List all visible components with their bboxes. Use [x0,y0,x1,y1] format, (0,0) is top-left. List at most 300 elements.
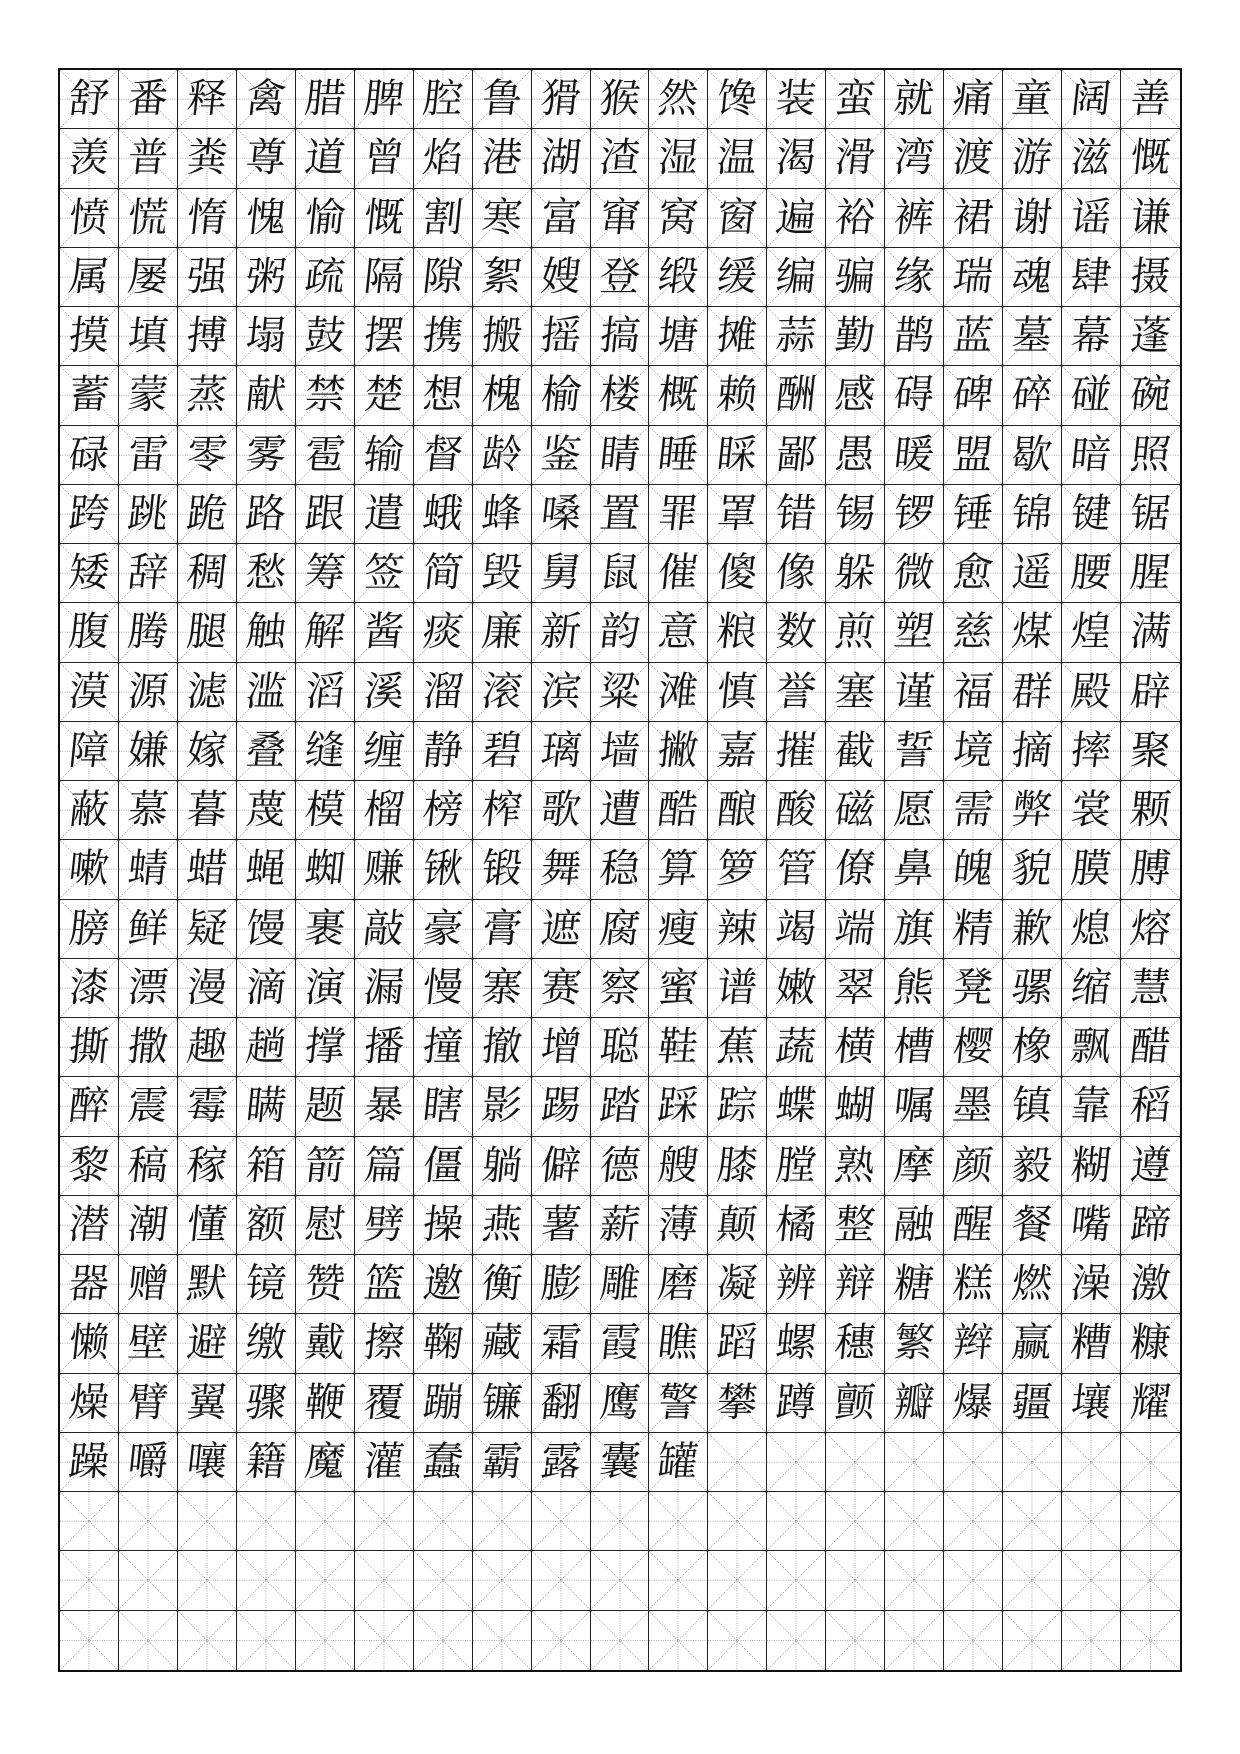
handwritten-character: 器 [66,1261,112,1308]
grid-cell [178,1255,237,1314]
handwritten-character: 瑞 [950,253,996,300]
grid-cell [1121,1374,1180,1433]
grid-cell [237,1314,296,1373]
grid-cell [826,1551,885,1610]
grid-cell [767,1196,826,1255]
handwritten-character: 蓄 [66,372,112,419]
handwritten-character: 旗 [891,905,937,952]
grid-cell [178,70,237,129]
grid-cell [414,840,473,899]
grid-cell [237,1374,296,1433]
grid-cell [473,129,532,188]
grid-cell [649,1433,708,1492]
grid-cell [649,1611,708,1670]
handwritten-character: 慎 [714,668,760,715]
handwritten-character: 鼠 [597,550,642,597]
handwritten-character: 慰 [302,1202,348,1249]
handwritten-character: 慕 [125,787,171,834]
handwritten-character: 激 [1128,1261,1173,1308]
handwritten-character: 截 [832,727,878,774]
grid-cell [178,366,237,425]
handwritten-character: 障 [66,727,112,774]
handwritten-character: 瞎 [420,1083,466,1130]
grid-cell [1003,248,1062,307]
handwritten-character: 塘 [656,313,701,360]
handwritten-character: 德 [597,1142,642,1189]
grid-cell [1062,1255,1121,1314]
grid-cell [1121,1196,1180,1255]
handwritten-character: 熄 [1068,905,1114,952]
cell-guide-lines [826,1433,884,1491]
handwritten-character: 编 [773,253,819,300]
cell-guide-lines [1003,1611,1061,1670]
grid-cell [178,603,237,662]
handwritten-character: 翼 [184,1379,230,1426]
handwritten-character: 渴 [773,135,819,182]
handwritten-character: 薪 [597,1202,642,1249]
handwritten-character: 善 [1128,76,1173,123]
grid-cell [591,1374,650,1433]
grid-cell [237,307,296,366]
handwritten-character: 歉 [1009,905,1055,952]
cell-guide-lines [414,1492,472,1550]
grid-cell [355,840,414,899]
handwritten-character: 蠢 [420,1439,466,1486]
handwritten-character: 滚 [479,668,525,715]
handwritten-character: 貌 [1009,846,1055,893]
handwritten-character: 谣 [1068,194,1114,241]
handwritten-character: 缓 [714,253,760,300]
handwritten-character: 撕 [66,1024,112,1071]
grid-cell [1062,722,1121,781]
grid-cell [355,781,414,840]
handwritten-character: 赛 [538,965,583,1011]
handwritten-character: 韵 [597,609,642,656]
grid-cell [1062,544,1121,603]
grid-cell [885,1018,944,1077]
handwritten-character: 僚 [832,846,878,893]
grid-cell [591,426,650,485]
grid-cell [178,1551,237,1610]
handwritten-character: 撇 [656,727,701,774]
handwritten-character: 箩 [714,846,760,893]
grid-cell [767,426,826,485]
grid-cell [767,1137,826,1196]
grid-cell [473,722,532,781]
handwritten-character: 覆 [361,1379,407,1426]
handwritten-character: 察 [597,965,642,1011]
grid-cell [355,1551,414,1610]
handwritten-character: 锣 [891,490,937,537]
handwritten-character: 煤 [1009,609,1055,656]
handwritten-character: 游 [1009,135,1055,182]
cell-guide-lines [826,1551,884,1609]
handwritten-character: 艘 [656,1142,701,1189]
cell-guide-lines [296,1611,354,1670]
grid-cell [1121,603,1180,662]
grid-cell [296,603,355,662]
handwritten-character: 踪 [714,1083,760,1130]
grid-cell [708,663,767,722]
handwritten-character: 瞧 [656,1320,701,1367]
grid-cell [708,1137,767,1196]
handwritten-character: 榆 [538,372,583,419]
grid-cell [591,781,650,840]
handwritten-character: 普 [125,135,171,182]
grid-cell [237,1492,296,1551]
handwritten-character: 煎 [832,609,878,656]
handwritten-character: 概 [656,372,701,419]
handwritten-character: 解 [302,609,348,656]
handwritten-character: 裤 [891,194,937,241]
handwritten-character: 羡 [66,135,112,182]
cell-guide-lines [826,1492,884,1550]
grid-cell [649,485,708,544]
grid-cell [591,1077,650,1136]
grid-cell [414,722,473,781]
grid-cell [1003,1492,1062,1551]
handwritten-character: 懂 [184,1202,230,1249]
grid-cell [1003,1314,1062,1373]
handwritten-character: 酱 [361,609,407,656]
handwritten-character: 擦 [361,1320,407,1367]
cell-guide-lines [649,1611,707,1670]
handwritten-character: 想 [420,372,466,419]
grid-cell [60,1314,119,1373]
cell-guide-lines [1003,1551,1061,1609]
cell-guide-lines [296,1551,354,1609]
grid-cell [296,129,355,188]
grid-cell [1062,1137,1121,1196]
handwritten-character: 融 [891,1202,937,1249]
grid-cell [178,1077,237,1136]
handwritten-character: 稳 [597,846,642,893]
grid-cell [1062,189,1121,248]
grid-cell [414,900,473,959]
handwritten-character: 骤 [243,1379,289,1426]
handwritten-character: 粪 [184,135,230,182]
handwritten-character: 稿 [125,1142,171,1189]
handwritten-character: 摔 [1068,727,1114,774]
grid-cell [1121,840,1180,899]
grid-cell [178,959,237,1018]
grid-cell [1121,900,1180,959]
handwritten-character: 腰 [1068,550,1114,597]
grid-cell [944,189,1003,248]
grid-cell [591,70,650,129]
handwritten-character: 暴 [361,1083,407,1130]
handwritten-character: 懒 [66,1320,112,1367]
grid-cell [885,366,944,425]
handwritten-character: 额 [243,1202,289,1249]
grid-cell [119,1611,178,1670]
handwritten-character: 横 [832,1024,878,1071]
grid-cell [885,840,944,899]
grid-cell [414,1077,473,1136]
grid-cell [473,1137,532,1196]
grid-cell [237,426,296,485]
handwritten-character: 愿 [891,787,937,834]
grid-cell [60,426,119,485]
handwritten-character: 需 [950,787,996,834]
grid-cell [355,1433,414,1492]
cell-guide-lines [591,1492,649,1550]
handwritten-character: 跨 [66,490,112,537]
handwritten-character: 楼 [597,372,642,419]
cell-guide-lines [1121,1492,1180,1550]
grid-cell [119,900,178,959]
handwritten-character: 糕 [950,1261,996,1308]
handwritten-character: 誓 [891,727,937,774]
grid-cell [767,781,826,840]
handwritten-character: 絮 [479,253,525,300]
handwritten-character: 嫂 [538,253,583,300]
grid-cell [355,307,414,366]
grid-cell [649,1314,708,1373]
handwritten-character: 漂 [125,965,171,1011]
grid-cell [826,722,885,781]
grid-cell [708,1018,767,1077]
handwritten-character: 楚 [361,372,407,419]
grid-cell [237,1433,296,1492]
grid-cell [826,189,885,248]
handwritten-character: 慢 [420,965,466,1011]
grid-cell [767,663,826,722]
handwritten-character: 霸 [479,1439,525,1486]
handwritten-character: 雾 [243,431,289,478]
grid-cell [414,1492,473,1551]
handwritten-character: 膨 [538,1261,583,1308]
grid-cell [178,1611,237,1670]
grid-cell [414,1137,473,1196]
cell-guide-lines [1003,1433,1061,1491]
handwritten-character: 睡 [656,431,701,478]
handwritten-character: 碎 [1009,372,1055,419]
handwritten-character: 催 [656,550,701,597]
handwritten-character: 蝶 [773,1083,819,1130]
handwritten-character: 撞 [420,1024,466,1071]
handwritten-character: 摊 [714,313,760,360]
grid-cell [296,959,355,1018]
grid-cell [885,1551,944,1610]
grid-cell [649,129,708,188]
handwritten-character: 摸 [66,313,112,360]
grid-cell [119,1433,178,1492]
handwritten-character: 摄 [1128,253,1173,300]
grid-cell [355,189,414,248]
grid-cell [885,1077,944,1136]
grid-cell [1121,1433,1180,1492]
grid-cell [473,1374,532,1433]
grid-cell [767,959,826,1018]
cell-guide-lines [473,1492,531,1550]
handwritten-character: 歌 [538,787,583,834]
grid-cell [119,1374,178,1433]
grid-cell [296,485,355,544]
cell-guide-lines [119,1551,177,1609]
handwritten-character: 增 [538,1024,583,1071]
handwritten-character: 蹈 [714,1320,760,1367]
grid-cell [237,900,296,959]
handwritten-character: 蜜 [656,965,701,1011]
grid-cell [414,1433,473,1492]
handwritten-character: 锻 [479,846,525,893]
handwritten-character: 缎 [656,253,701,300]
grid-cell [355,722,414,781]
grid-cell [708,129,767,188]
handwritten-character: 薯 [538,1202,583,1249]
handwritten-character: 错 [773,490,819,537]
grid-cell [119,1551,178,1610]
grid-cell [826,603,885,662]
handwritten-character: 数 [773,609,819,656]
grid-cell [885,603,944,662]
grid-cell [119,1492,178,1551]
handwritten-character: 戴 [302,1320,348,1367]
grid-cell [708,781,767,840]
handwritten-character: 璃 [538,727,583,774]
grid-cell [1003,603,1062,662]
grid-cell [60,722,119,781]
grid-cell [532,1374,591,1433]
handwritten-character: 赚 [361,846,407,893]
handwritten-character: 装 [773,76,819,123]
cell-guide-lines [767,1433,825,1491]
handwritten-character: 槐 [479,372,525,419]
handwritten-character: 嫩 [773,965,819,1011]
handwritten-character: 痛 [950,76,996,123]
grid-cell [944,900,1003,959]
handwritten-character: 黎 [66,1142,112,1189]
handwritten-character: 碰 [1068,372,1114,419]
cell-guide-lines [767,1611,825,1670]
handwritten-character: 蔬 [773,1024,819,1071]
handwritten-character: 滥 [243,668,289,715]
handwritten-character: 腿 [184,609,230,656]
grid-cell [885,1611,944,1670]
handwritten-character: 滨 [538,668,583,715]
grid-cell [649,1077,708,1136]
grid-cell [532,1137,591,1196]
grid-cell [473,840,532,899]
grid-cell [296,248,355,307]
handwritten-character: 嚼 [125,1439,171,1486]
grid-cell [1003,426,1062,485]
grid-cell [885,959,944,1018]
cell-guide-lines [1062,1551,1120,1609]
grid-cell [237,1018,296,1077]
handwritten-character: 蔑 [243,787,289,834]
handwritten-character: 酿 [714,787,760,834]
grid-cell [767,1433,826,1492]
grid-cell [178,307,237,366]
handwritten-character: 雹 [302,431,348,478]
handwritten-character: 馋 [714,76,760,123]
handwritten-character: 触 [243,609,289,656]
grid-cell [414,781,473,840]
grid-cell [591,1611,650,1670]
handwritten-character: 幕 [1068,313,1114,360]
grid-cell [532,1492,591,1551]
handwritten-character: 简 [420,550,466,597]
handwritten-character: 隔 [361,253,407,300]
handwritten-character: 童 [1009,76,1055,123]
grid-cell [767,900,826,959]
grid-cell [885,1255,944,1314]
grid-cell [237,248,296,307]
handwritten-character: 罪 [656,490,701,537]
grid-cell [767,1077,826,1136]
handwritten-character: 露 [538,1439,583,1486]
grid-cell [296,544,355,603]
grid-cell [885,248,944,307]
handwritten-character: 蹦 [420,1379,466,1426]
handwritten-character: 傻 [714,550,760,597]
handwritten-character: 港 [479,135,525,182]
handwritten-character: 餐 [1009,1202,1055,1249]
handwritten-character: 裙 [950,194,996,241]
grid-cell [296,1314,355,1373]
handwritten-character: 输 [361,431,407,478]
handwritten-character: 篇 [361,1142,407,1189]
grid-cell [178,248,237,307]
grid-cell [473,781,532,840]
grid-cell [1003,189,1062,248]
handwritten-character: 漆 [66,965,112,1011]
cell-guide-lines [532,1492,590,1550]
grid-cell [296,1551,355,1610]
grid-cell [296,366,355,425]
grid-cell [119,1077,178,1136]
handwritten-character: 脾 [361,76,407,123]
grid-cell [1003,1255,1062,1314]
grid-cell [591,129,650,188]
grid-cell [296,1433,355,1492]
grid-cell [473,1611,532,1670]
grid-cell [414,1611,473,1670]
grid-cell [414,1018,473,1077]
grid-cell [944,1433,1003,1492]
handwritten-character: 腐 [597,905,642,952]
grid-cell [1003,1551,1062,1610]
grid-cell [237,663,296,722]
grid-cell [826,1611,885,1670]
grid-cell [1121,781,1180,840]
handwritten-character: 慈 [950,609,996,656]
grid-cell [944,781,1003,840]
grid-cell [473,1492,532,1551]
handwritten-character: 算 [656,846,701,893]
handwritten-character: 锦 [1009,490,1055,537]
grid-cell [826,1196,885,1255]
handwritten-character: 靠 [1068,1083,1114,1130]
grid-cell [885,663,944,722]
handwritten-character: 锡 [832,490,878,537]
handwritten-character: 缠 [361,727,407,774]
grid-cell [944,1314,1003,1373]
grid-cell [649,722,708,781]
handwritten-character: 锤 [950,490,996,537]
handwritten-character: 路 [243,490,289,537]
grid-cell [1003,663,1062,722]
grid-cell [1062,1611,1121,1670]
practice-sheet [58,68,1182,1672]
grid-cell [885,485,944,544]
handwritten-character: 鞋 [656,1024,701,1071]
grid-cell [767,1492,826,1551]
grid-cell [885,189,944,248]
handwritten-character: 愈 [950,550,996,597]
